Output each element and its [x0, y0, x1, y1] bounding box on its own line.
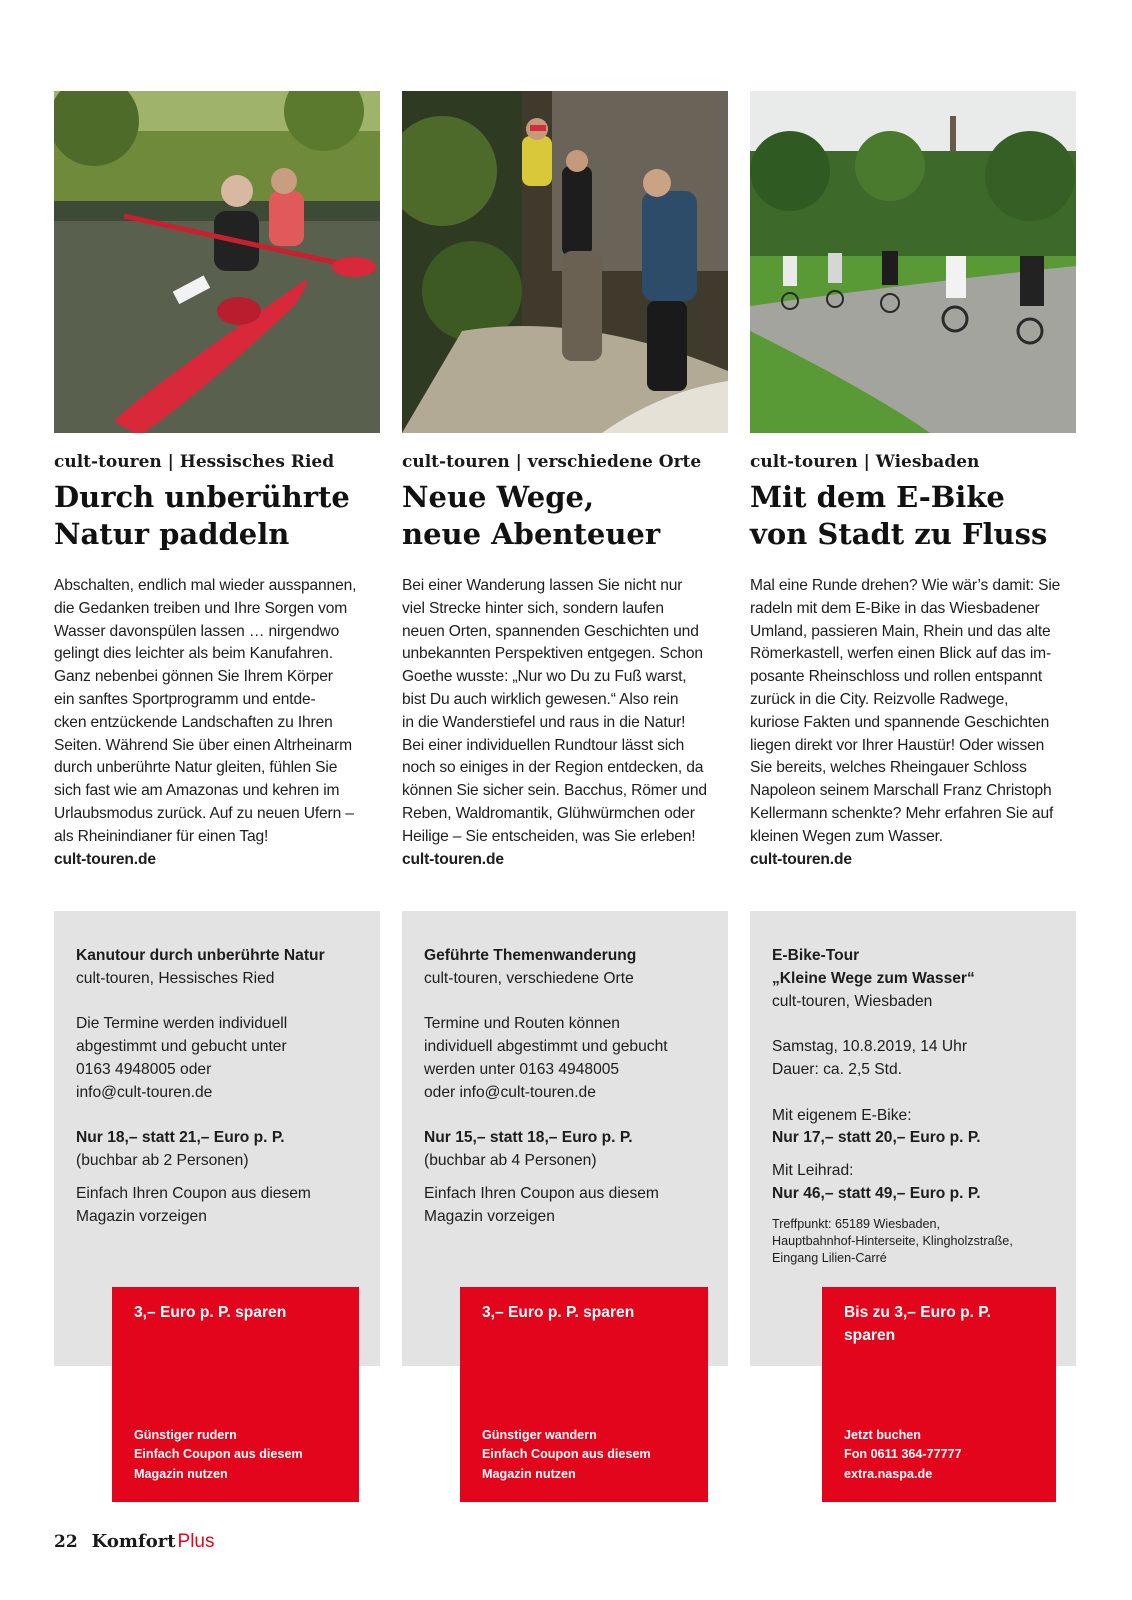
coupon-link[interactable]: extra.naspa.de — [844, 1466, 933, 1481]
brand-logo-accent: Plus — [177, 1531, 215, 1552]
coupon-kanutour[interactable] — [112, 1287, 359, 1502]
info-title: Kanutour durch unberührte Natur — [76, 947, 325, 964]
coupon-wanderung[interactable] — [460, 1287, 708, 1502]
article-body: Abschalten, endlich mal wieder ausspannen, die Gedanken treiben und Ihre Sorgen vom Wasser davonspülen lassen … nirgendwo gelingt dies leichter als beim Kanufahren. Ganz nebenbei gönnen Sie Ihrem Körper ein sanftes Sportprogramm und entde- cken entzückende Landschaften zu Ihren Seiten. Während Sie über einen Altrheinarm durch unberührte Natur gleiten, fühlen Sie sich fast wie am Amazonas und kehren im Urlaubsmodus zurück. Auf zu neuen Ufern – als Rheinindianer für einen Tag! cult-touren.de — [54, 575, 356, 871]
info-price: Nur 17,– statt 20,– Euro p. P. — [772, 1129, 981, 1147]
info-subtitle: cult-touren, Wiesbaden — [772, 992, 933, 1010]
article-kicker: cult-touren | Wiesbaden — [750, 452, 980, 472]
photo-kayaking — [54, 91, 380, 433]
page-number: 22 — [54, 1532, 78, 1552]
info-subtitle: cult-touren, verschiedene Orte — [424, 969, 634, 987]
info-duration: Dauer: ca. 2,5 Std. — [772, 1060, 903, 1078]
article-link[interactable]: cult-touren.de — [402, 850, 504, 868]
article-body: Mal eine Runde drehen? Wie wär’s damit: Sie radeln mit dem E-Bike in das Wiesbadener Umland, passieren Main, Rhein und das alte Römerkastell, werfen einen Blick auf das im- posante Rheinschloss und rollen entspannt zurück in die City. Reizvolle Radwege, kuriose Fakten und spannende Geschichten liegen direkt vor Ihrer Haustür! Oder wissen Sie bereits, welches Rheingauer Schloss Napoleon seinem Marschall Franz Christoph Kellermann schenkte? Mehr erfahren Sie auf kleinen Wegen zum Wasser. cult-touren.de — [750, 575, 1060, 871]
article-headline: Durch unberührte Natur paddeln — [54, 480, 350, 551]
article-kicker: cult-touren | Hessisches Ried — [54, 452, 335, 472]
info-date: Samstag, 10.8.2019, 14 Uhr — [772, 1038, 968, 1056]
info-title: E-Bike-Tour — [772, 947, 860, 964]
coupon-footer: Günstiger wandern Einfach Coupon aus diesem Magazin nutzen — [482, 1427, 651, 1481]
info-meeting-point: Treffpunkt: 65189 Wiesbaden, — [772, 1216, 941, 1231]
coupon-title: Bis zu 3,– Euro p. P. sparen — [844, 1304, 992, 1344]
coupon-footer: Günstiger rudern Einfach Coupon aus diesem Magazin nutzen — [134, 1427, 303, 1481]
coupon-ebike[interactable] — [822, 1287, 1056, 1502]
page-footer — [54, 1531, 215, 1555]
coupon-footer: Jetzt buchen Fon 0611 364-77777 extra.naspa.de — [844, 1426, 962, 1485]
info-title: „Kleine Wege zum Wasser“ — [772, 969, 975, 987]
info-title: Geführte Themenwanderung — [424, 947, 637, 964]
photo-ebike — [750, 91, 1076, 433]
article-kicker: cult-touren | verschiedene Orte — [402, 452, 702, 472]
article-body: Bei einer Wanderung lassen Sie nicht nur viel Strecke hinter sich, sondern laufen neuen Orten, spannenden Geschichten und unbekannten Perspektiven entgegen. Schon Goethe wusste: „Nur wo Du zu Fuß warst, bist Du auch wirklich gewesen.“ Also rein in die Wanderstiefel und raus in die Natur! Bei einer individuellen Rundtour lässt sich noch so einiges in der Region entdecken, da können Sie sicher sein. Bacchus, Römer und Reben, Waldromantik, Glühwürmchen oder Heilige – Sie entscheiden, was Sie erleben! cult-touren.de — [402, 575, 707, 871]
info-price: Nur 18,– statt 21,– Euro p. P. — [76, 1129, 285, 1147]
info-price-note: (buchbar ab 2 Personen) — [76, 1152, 249, 1170]
info-price: Nur 46,– statt 49,– Euro p. P. — [772, 1184, 981, 1202]
coupon-title: 3,– Euro p. P. sparen — [482, 1304, 635, 1321]
info-box-kanutour: Kanutour durch unberührte Natur cult-touren, Hessisches Ried Die Termine werden individuell abgestimmt und gebucht unter 0163 4948005 oder info@cult-touren.de Nur 18,– statt 21,– Euro p. P. (buchbar ab 2 Personen) Einfach Ihren Coupon aus diesem Magazin vorzeigen — [54, 911, 380, 1366]
info-box-ebike: E-Bike-Tour „Kleine Wege zum Wasser“ cult-touren, Wiesbaden Samstag, 10.8.2019, 14 Uhr Dauer: ca. 2,5 Std. Mit eigenem E-Bike: Nur 17,– statt 20,– Euro p. P. Mit Leihrad: Nur 46,– statt 49,– Euro p. P. Treffpunkt: 65189 Wiesbaden, Hauptbahnhof-Hinterseite, Klingholzstraße, Eingang Lilien-Carré — [750, 911, 1076, 1366]
article-link[interactable]: cult-touren.de — [54, 850, 156, 868]
article-headline: Mit dem E-Bike von Stadt zu Fluss — [750, 480, 1048, 551]
coupon-title: 3,– Euro p. P. sparen — [134, 1304, 287, 1321]
info-subtitle: cult-touren, Hessisches Ried — [76, 969, 275, 987]
photo-hiking — [402, 91, 728, 433]
article-headline: Neue Wege, neue Abenteuer — [402, 480, 661, 551]
info-box-wanderung: Geführte Themenwanderung cult-touren, verschiedene Orte Termine und Routen können individuell abgestimmt und gebucht werden unter 0163 4948005 oder info@cult-touren.de Nur 15,– statt 18,– Euro p. P. (buchbar ab 4 Personen) Einfach Ihren Coupon aus diesem Magazin vorzeigen — [402, 911, 728, 1366]
article-link[interactable]: cult-touren.de — [750, 850, 852, 868]
brand-logo-main: Komfort — [91, 1531, 176, 1552]
coupon-phone: Fon 0611 364-77777 — [844, 1447, 962, 1461]
info-price: Nur 15,– statt 18,– Euro p. P. — [424, 1129, 633, 1147]
info-price-note: (buchbar ab 4 Personen) — [424, 1152, 597, 1170]
